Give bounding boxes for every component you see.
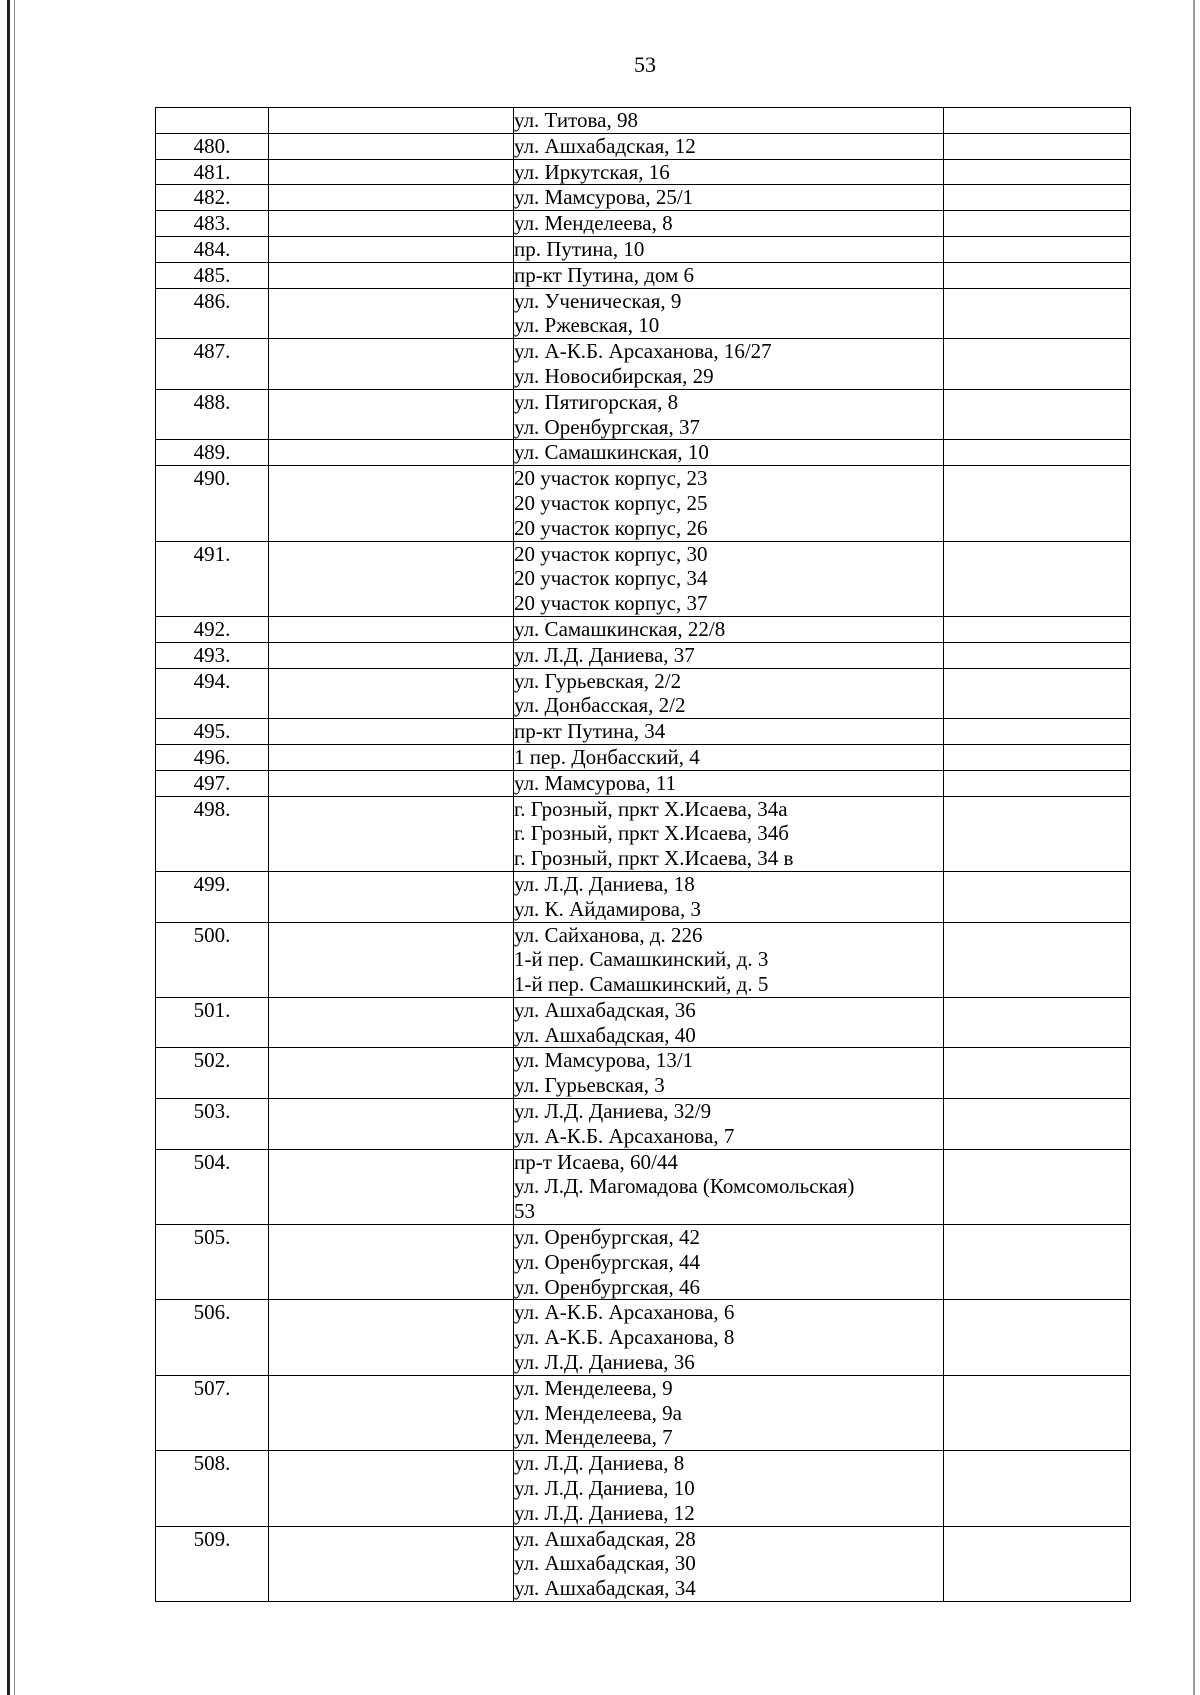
address-line: ул. Сайханова, д. 226 bbox=[514, 922, 703, 947]
address-cell bbox=[514, 744, 944, 770]
scan-edge-left-inner bbox=[14, 0, 15, 1695]
empty-cell bbox=[944, 616, 1131, 642]
empty-cell bbox=[269, 997, 514, 1048]
address-line: ул. Ашхабадская, 34 bbox=[514, 1576, 696, 1601]
table-row bbox=[156, 185, 1131, 211]
table-row bbox=[156, 133, 1131, 159]
address-line: пр-кт Путина, 34 bbox=[514, 719, 666, 744]
scan-edge-right bbox=[1193, 0, 1195, 1695]
empty-cell bbox=[944, 133, 1131, 159]
table-row bbox=[156, 1375, 1131, 1450]
empty-cell bbox=[944, 1099, 1131, 1150]
table-row bbox=[156, 466, 1131, 541]
table-row bbox=[156, 770, 1131, 796]
table-row bbox=[156, 1451, 1131, 1526]
address-table-body bbox=[156, 108, 1131, 1602]
empty-cell bbox=[944, 1225, 1131, 1300]
empty-cell bbox=[944, 1451, 1131, 1526]
table-row bbox=[156, 922, 1131, 997]
address-cell bbox=[514, 668, 944, 719]
table-row bbox=[156, 642, 1131, 668]
row-number: 509. bbox=[156, 1526, 269, 1601]
address-line: ул. Менделеева, 8 bbox=[514, 211, 673, 236]
empty-cell bbox=[269, 389, 514, 440]
empty-cell bbox=[269, 466, 514, 541]
address-line: ул. Самашкинская, 10 bbox=[514, 440, 709, 465]
address-cell bbox=[514, 108, 944, 134]
address-cell bbox=[514, 262, 944, 288]
empty-cell bbox=[269, 1300, 514, 1375]
address-cell bbox=[514, 871, 944, 922]
address-cell bbox=[514, 770, 944, 796]
scan-edge-left bbox=[7, 0, 10, 1695]
address-line: ул. Л.Д. Магомадова (Комсомольская) bbox=[514, 1174, 855, 1199]
address-line: ул. Менделеева, 9 bbox=[514, 1375, 673, 1400]
empty-cell bbox=[269, 796, 514, 871]
address-line: ул. Ашхабадская, 40 bbox=[514, 1022, 696, 1047]
row-number: 483. bbox=[156, 211, 269, 237]
table-row bbox=[156, 108, 1131, 134]
empty-cell bbox=[944, 211, 1131, 237]
row-number: 496. bbox=[156, 744, 269, 770]
row-number: 507. bbox=[156, 1375, 269, 1450]
address-line: ул. Донбасская, 2/2 bbox=[514, 693, 686, 718]
address-line: ул. Менделеева, 7 bbox=[514, 1425, 673, 1450]
page-number: 53 bbox=[634, 52, 656, 77]
empty-cell bbox=[269, 719, 514, 745]
address-cell bbox=[514, 185, 944, 211]
empty-cell bbox=[269, 211, 514, 237]
address-line: ул. Ашхабадская, 12 bbox=[514, 133, 696, 158]
row-number: 506. bbox=[156, 1300, 269, 1375]
empty-cell bbox=[944, 744, 1131, 770]
empty-cell bbox=[269, 770, 514, 796]
address-line: ул. Мамсурова, 25/1 bbox=[514, 185, 694, 210]
address-cell bbox=[514, 1099, 944, 1150]
address-cell bbox=[514, 1300, 944, 1375]
empty-cell bbox=[269, 133, 514, 159]
table-row bbox=[156, 997, 1131, 1048]
empty-cell bbox=[944, 389, 1131, 440]
row-number: 481. bbox=[156, 159, 269, 185]
empty-cell bbox=[944, 236, 1131, 262]
table-row bbox=[156, 1225, 1131, 1300]
row-number: 503. bbox=[156, 1099, 269, 1150]
address-cell bbox=[514, 616, 944, 642]
empty-cell bbox=[269, 616, 514, 642]
address-line: 20 участок корпус, 30 bbox=[514, 541, 708, 566]
empty-cell bbox=[269, 668, 514, 719]
table-row bbox=[156, 1526, 1131, 1601]
empty-cell bbox=[269, 1375, 514, 1450]
address-line: ул. К. Айдамирова, 3 bbox=[514, 896, 701, 921]
empty-cell bbox=[944, 719, 1131, 745]
empty-cell bbox=[944, 922, 1131, 997]
empty-cell bbox=[944, 159, 1131, 185]
empty-cell bbox=[944, 668, 1131, 719]
empty-cell bbox=[269, 185, 514, 211]
address-cell bbox=[514, 1451, 944, 1526]
empty-cell bbox=[944, 642, 1131, 668]
address-cell bbox=[514, 719, 944, 745]
empty-cell bbox=[944, 440, 1131, 466]
row-number: 482. bbox=[156, 185, 269, 211]
address-line: ул. Оренбургская, 46 bbox=[514, 1274, 700, 1299]
address-line: ул. Оренбургская, 42 bbox=[514, 1225, 700, 1250]
address-cell bbox=[514, 466, 944, 541]
empty-cell bbox=[944, 1526, 1131, 1601]
table-row bbox=[156, 1149, 1131, 1224]
address-line: пр-т Исаева, 60/44 bbox=[514, 1149, 678, 1174]
table-row bbox=[156, 159, 1131, 185]
address-line: пр. Путина, 10 bbox=[514, 236, 645, 261]
address-line: ул. Гурьевская, 3 bbox=[514, 1073, 665, 1098]
address-line: ул. Ашхабадская, 36 bbox=[514, 997, 696, 1022]
address-line: 20 участок корпус, 25 bbox=[514, 490, 708, 515]
empty-cell bbox=[269, 108, 514, 134]
table-row bbox=[156, 541, 1131, 616]
address-line: ул. А-К.Б. Арсаханова, 7 bbox=[514, 1123, 735, 1148]
table-row bbox=[156, 1300, 1131, 1375]
row-number: 494. bbox=[156, 668, 269, 719]
address-line: ул. Л.Д. Даниева, 12 bbox=[514, 1500, 695, 1525]
address-line: ул. Л.Д. Даниева, 36 bbox=[514, 1350, 695, 1375]
address-line: ул. А-К.Б. Арсаханова, 8 bbox=[514, 1325, 735, 1350]
address-line: 20 участок корпус, 23 bbox=[514, 466, 708, 491]
table-row bbox=[156, 668, 1131, 719]
table-row bbox=[156, 236, 1131, 262]
row-number: 488. bbox=[156, 389, 269, 440]
address-cell bbox=[514, 1048, 944, 1099]
empty-cell bbox=[944, 997, 1131, 1048]
address-cell bbox=[514, 997, 944, 1048]
empty-cell bbox=[944, 466, 1131, 541]
address-line: 20 участок корпус, 34 bbox=[514, 566, 708, 591]
row-number: 484. bbox=[156, 236, 269, 262]
address-line: ул. Л.Д. Даниева, 18 bbox=[514, 871, 695, 896]
address-line: ул. Менделеева, 9а bbox=[514, 1400, 682, 1425]
address-line: ул. Л.Д. Даниева, 37 bbox=[514, 642, 695, 667]
address-line: г. Грозный, пркт Х.Исаева, 34а bbox=[514, 796, 788, 821]
row-number: 480. bbox=[156, 133, 269, 159]
empty-cell bbox=[944, 1048, 1131, 1099]
row-number: 486. bbox=[156, 288, 269, 339]
empty-cell bbox=[269, 236, 514, 262]
empty-cell bbox=[944, 1300, 1131, 1375]
address-line: ул. А-К.Б. Арсаханова, 6 bbox=[514, 1300, 735, 1325]
address-line: ул. Ашхабадская, 28 bbox=[514, 1526, 696, 1551]
address-line: ул. Л.Д. Даниева, 10 bbox=[514, 1476, 695, 1501]
address-line: ул. Ржевская, 10 bbox=[514, 313, 660, 338]
address-line: 1-й пер. Самашкинский, д. 5 bbox=[514, 972, 769, 997]
empty-cell bbox=[269, 922, 514, 997]
empty-cell bbox=[944, 108, 1131, 134]
address-line: ул. Л.Д. Даниева, 8 bbox=[514, 1451, 685, 1476]
empty-cell bbox=[269, 288, 514, 339]
empty-cell bbox=[944, 288, 1131, 339]
row-number: 505. bbox=[156, 1225, 269, 1300]
address-line: ул. Иркутская, 16 bbox=[514, 159, 670, 184]
table-row bbox=[156, 262, 1131, 288]
empty-cell bbox=[944, 185, 1131, 211]
row-number: 490. bbox=[156, 466, 269, 541]
address-cell bbox=[514, 1225, 944, 1300]
address-line: 1-й пер. Самашкинский, д. 3 bbox=[514, 947, 769, 972]
row-number bbox=[156, 108, 269, 134]
address-cell bbox=[514, 159, 944, 185]
address-line: пр-кт Путина, дом 6 bbox=[514, 262, 695, 287]
address-cell bbox=[514, 541, 944, 616]
empty-cell bbox=[269, 541, 514, 616]
address-line: ул. Л.Д. Даниева, 32/9 bbox=[514, 1099, 712, 1124]
table-row bbox=[156, 211, 1131, 237]
row-number: 498. bbox=[156, 796, 269, 871]
address-cell bbox=[514, 236, 944, 262]
table-row bbox=[156, 796, 1131, 871]
address-line: 20 участок корпус, 26 bbox=[514, 515, 708, 540]
empty-cell bbox=[269, 871, 514, 922]
address-cell bbox=[514, 288, 944, 339]
address-line: ул. Титова, 98 bbox=[514, 108, 638, 132]
address-line: ул. Оренбургская, 44 bbox=[514, 1249, 700, 1274]
table-row bbox=[156, 440, 1131, 466]
address-line: ул. Новосибирская, 29 bbox=[514, 363, 714, 388]
table-row bbox=[156, 1099, 1131, 1150]
address-line: ул. Ученическая, 9 bbox=[514, 288, 682, 313]
empty-cell bbox=[944, 262, 1131, 288]
row-number: 508. bbox=[156, 1451, 269, 1526]
empty-cell bbox=[944, 871, 1131, 922]
row-number: 502. bbox=[156, 1048, 269, 1099]
row-number: 500. bbox=[156, 922, 269, 997]
row-number: 497. bbox=[156, 770, 269, 796]
address-cell bbox=[514, 1375, 944, 1450]
address-cell bbox=[514, 1526, 944, 1601]
empty-cell bbox=[269, 1225, 514, 1300]
row-number: 499. bbox=[156, 871, 269, 922]
empty-cell bbox=[269, 1526, 514, 1601]
address-line: ул. Пятигорская, 8 bbox=[514, 389, 679, 414]
row-number: 504. bbox=[156, 1149, 269, 1224]
empty-cell bbox=[944, 1375, 1131, 1450]
table-row bbox=[156, 339, 1131, 390]
table-row bbox=[156, 744, 1131, 770]
table-row bbox=[156, 616, 1131, 642]
address-cell bbox=[514, 922, 944, 997]
empty-cell bbox=[269, 1048, 514, 1099]
empty-cell bbox=[269, 1099, 514, 1150]
address-line: 53 bbox=[514, 1199, 535, 1224]
empty-cell bbox=[269, 642, 514, 668]
address-cell bbox=[514, 642, 944, 668]
table-row bbox=[156, 1048, 1131, 1099]
address-cell bbox=[514, 1149, 944, 1224]
empty-cell bbox=[944, 339, 1131, 390]
address-cell bbox=[514, 211, 944, 237]
empty-cell bbox=[269, 744, 514, 770]
address-line: г. Грозный, пркт Х.Исаева, 34 в bbox=[514, 846, 794, 871]
address-line: 20 участок корпус, 37 bbox=[514, 591, 708, 616]
empty-cell bbox=[269, 339, 514, 390]
table-row bbox=[156, 871, 1131, 922]
address-line: ул. Мамсурова, 11 bbox=[514, 770, 677, 795]
empty-cell bbox=[269, 159, 514, 185]
empty-cell bbox=[269, 440, 514, 466]
table-row bbox=[156, 288, 1131, 339]
empty-cell bbox=[269, 262, 514, 288]
address-table bbox=[155, 107, 1131, 1602]
table-row bbox=[156, 719, 1131, 745]
row-number: 487. bbox=[156, 339, 269, 390]
address-line: ул. А-К.Б. Арсаханова, 16/27 bbox=[514, 339, 772, 364]
address-line: ул. Ашхабадская, 30 bbox=[514, 1551, 696, 1576]
row-number: 492. bbox=[156, 616, 269, 642]
address-line: ул. Гурьевская, 2/2 bbox=[514, 668, 682, 693]
address-cell bbox=[514, 133, 944, 159]
address-cell bbox=[514, 389, 944, 440]
empty-cell bbox=[269, 1451, 514, 1526]
address-line: ул. Самашкинская, 22/8 bbox=[514, 616, 726, 641]
empty-cell bbox=[944, 770, 1131, 796]
row-number: 495. bbox=[156, 719, 269, 745]
address-line: г. Грозный, пркт Х.Исаева, 34б bbox=[514, 821, 789, 846]
row-number: 491. bbox=[156, 541, 269, 616]
row-number: 485. bbox=[156, 262, 269, 288]
empty-cell bbox=[944, 1149, 1131, 1224]
row-number: 489. bbox=[156, 440, 269, 466]
address-cell bbox=[514, 339, 944, 390]
row-number: 493. bbox=[156, 642, 269, 668]
address-line: 1 пер. Донбасский, 4 bbox=[514, 744, 700, 769]
empty-cell bbox=[944, 541, 1131, 616]
row-number: 501. bbox=[156, 997, 269, 1048]
table-row bbox=[156, 389, 1131, 440]
address-cell bbox=[514, 440, 944, 466]
empty-cell bbox=[944, 796, 1131, 871]
address-line: ул. Мамсурова, 13/1 bbox=[514, 1048, 694, 1073]
address-cell bbox=[514, 796, 944, 871]
empty-cell bbox=[269, 1149, 514, 1224]
address-line: ул. Оренбургская, 37 bbox=[514, 414, 700, 439]
